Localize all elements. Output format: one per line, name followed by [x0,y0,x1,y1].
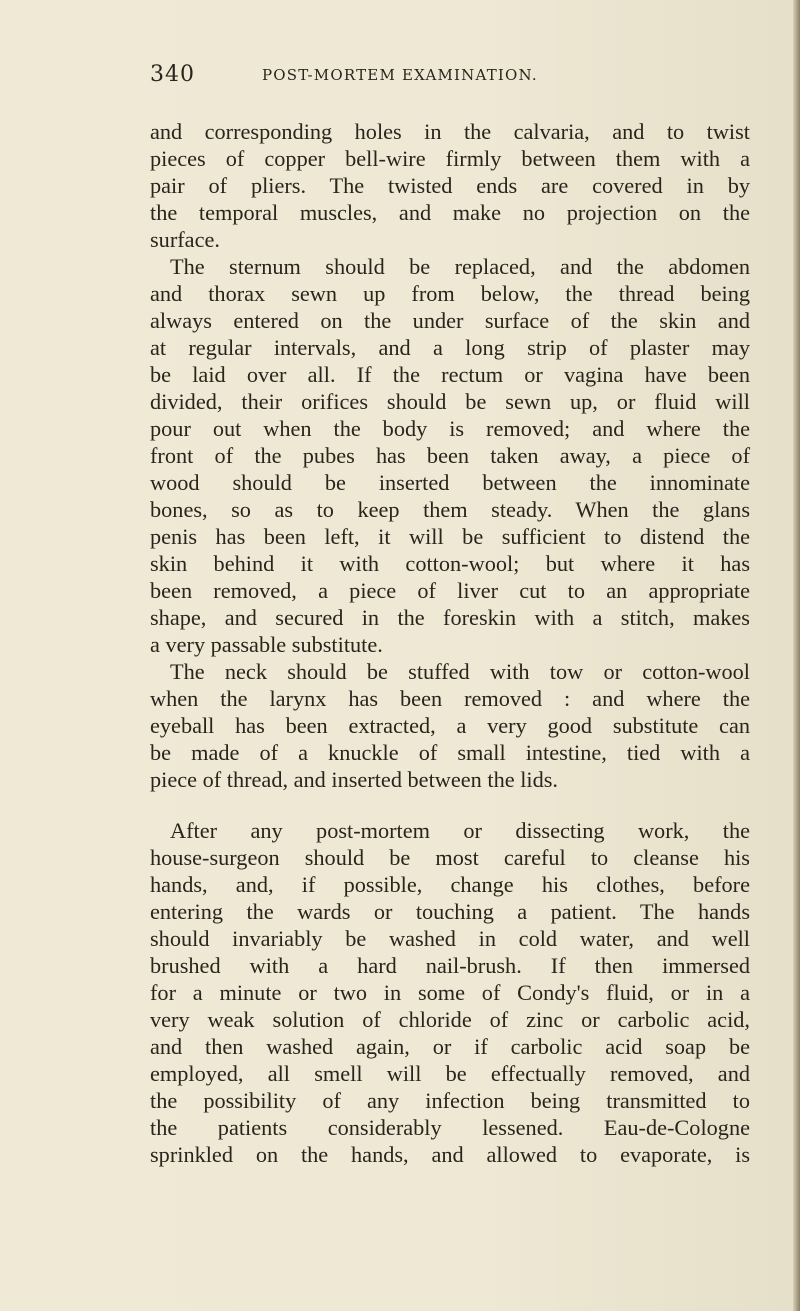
text-line: the patients considerably lessened. Eau-de-Cologne [150,1115,750,1140]
text-line: The neck should be stuffed with tow or cotton-wool [170,659,750,684]
text-line: wood should be inserted between the innominate [150,470,750,495]
text-line: very weak solution of chloride of zinc or carbolic acid, [150,1007,750,1032]
text-line: and then washed again, or if carbolic acid soap be [150,1034,750,1059]
text-line: pour out when the body is removed; and where the [150,416,750,441]
text-line: a very passable substitute. [150,632,383,657]
text-line: for a minute or two in some of Condy's fluid, or in a [150,980,750,1005]
text-line: and thorax sewn up from below, the thread being [150,281,750,306]
section-gap [150,793,750,817]
paragraph [150,817,750,1168]
text-line: at regular intervals, and a long strip of plaster may [150,335,750,360]
text-line: should invariably be washed in cold water, and well [150,926,750,951]
text-line: eyeball has been extracted, a very good substitute can [150,713,750,738]
paragraph [150,658,750,793]
text-line: the possibility of any infection being transmitted to [150,1088,750,1113]
text-line: sprinkled on the hands, and allowed to evaporate, is [150,1142,750,1167]
text-line: divided, their orifices should be sewn up, or fluid will [150,389,750,414]
text-line: The sternum should be replaced, and the abdomen [170,254,750,279]
text-line: entering the wards or touching a patient. The hands [150,899,750,924]
text-line: penis has been left, it will be sufficient to distend the [150,524,750,549]
paragraph [150,118,750,253]
text-line: skin behind it with cotton-wool; but where it has [150,551,750,576]
text-line: be laid over all. If the rectum or vagina have been [150,362,750,387]
page-edge [793,0,800,1311]
text-line: always entered on the under surface of the skin and [150,308,750,333]
page-number: 340 [150,62,195,87]
text-line: employed, all smell will be effectually removed, and [150,1061,750,1086]
running-head: POST-MORTEM EXAMINATION. [262,66,538,84]
paragraph [150,253,750,658]
text-line: and corresponding holes in the calvaria, and to twist [150,119,750,144]
text-line: piece of thread, and inserted between the lids. [150,767,558,792]
body-text [150,118,750,1168]
text-line: be made of a knuckle of small intestine, tied with a [150,740,750,765]
text-line: when the larynx has been removed : and where the [150,686,750,711]
text-line: house-surgeon should be most careful to cleanse his [150,845,750,870]
text-line: After any post-mortem or dissecting work, the [170,818,750,843]
page-header [150,62,750,94]
text-line: front of the pubes has been taken away, a piece of [150,443,750,468]
text-line: shape, and secured in the foreskin with a stitch, makes [150,605,750,630]
text-line: pair of pliers. The twisted ends are covered in by [150,173,750,198]
text-line: pieces of copper bell-wire firmly between them with a [150,146,750,171]
text-line: been removed, a piece of liver cut to an appropriate [150,578,750,603]
text-line: the temporal muscles, and make no projection on the [150,200,750,225]
text-line: surface. [150,227,220,252]
text-line: brushed with a hard nail-brush. If then immersed [150,953,750,978]
text-line: bones, so as to keep them steady. When the glans [150,497,750,522]
text-line: hands, and, if possible, change his clothes, before [150,872,750,897]
